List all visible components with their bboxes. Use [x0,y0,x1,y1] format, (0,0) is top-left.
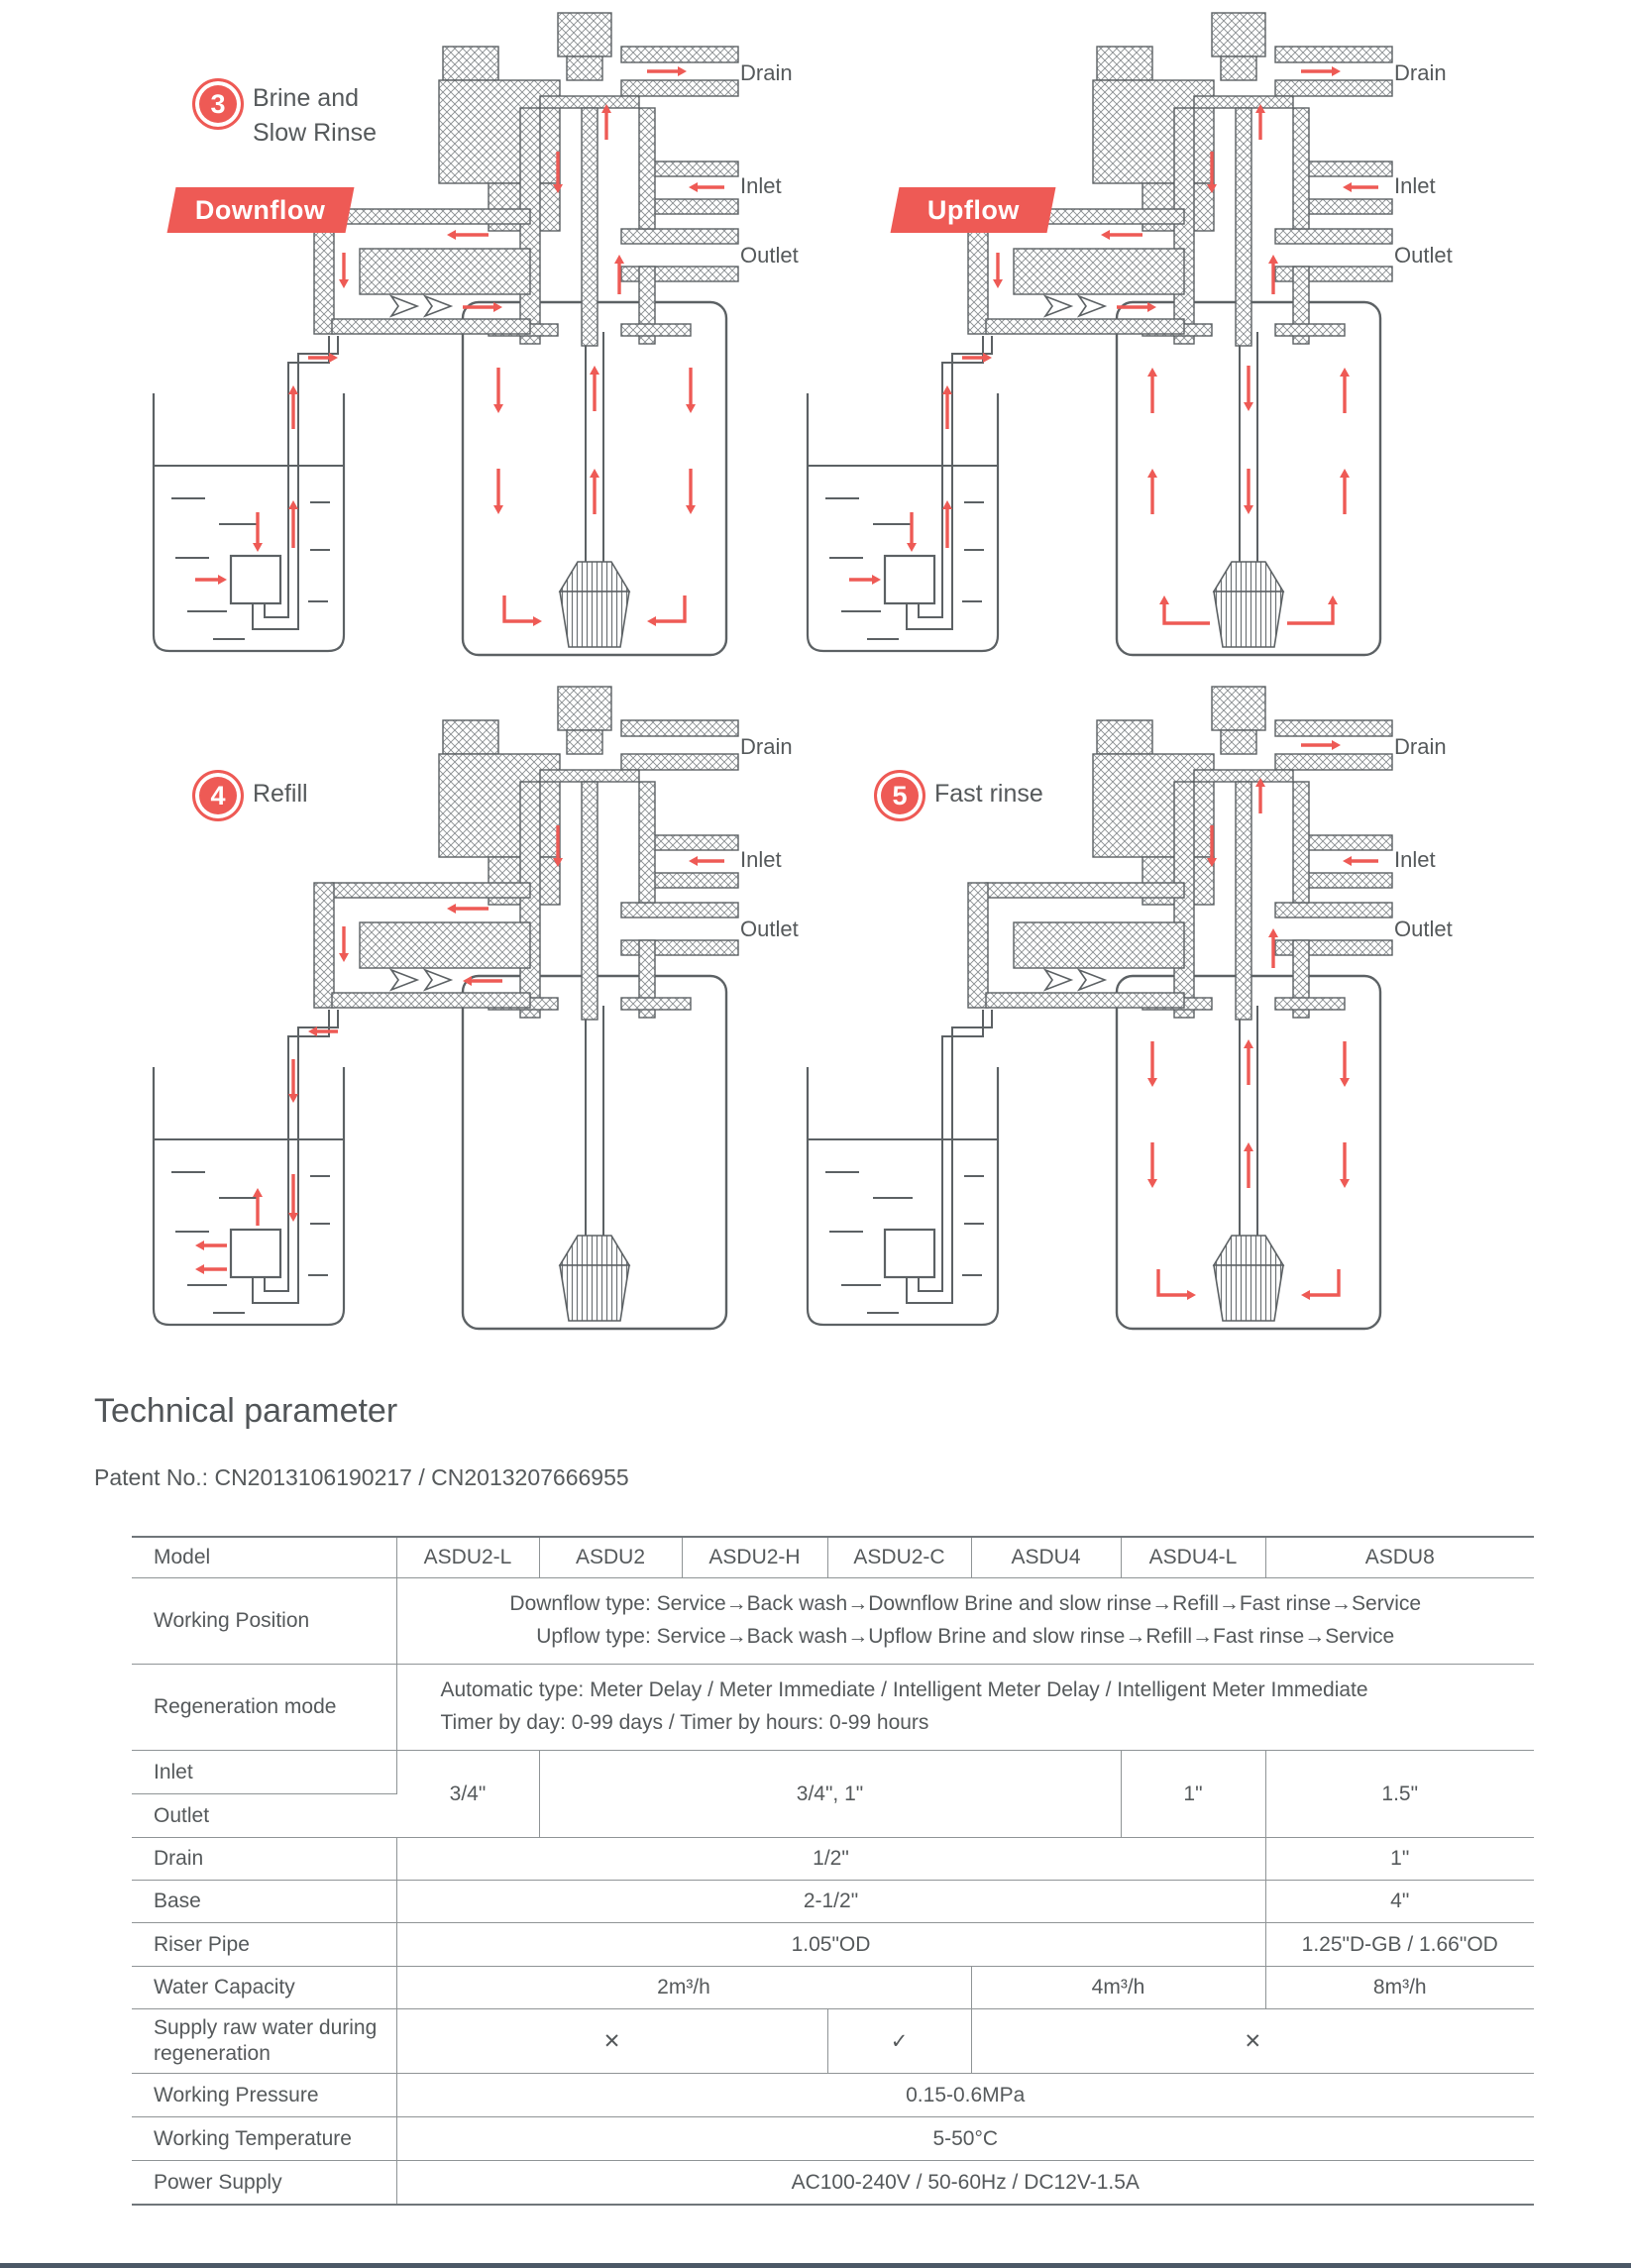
col-asdu2l: ASDU2-L [396,1537,539,1578]
step-title: Brine and Slow Rinse [253,84,378,147]
valve-schematic [748,5,1442,669]
power-supply-value: AC100-240V / 50-60Hz / DC12V-1.5A [396,2161,1534,2206]
row-label: Riser Pipe [132,1923,396,1967]
working-temperature-value: 5-50°C [396,2117,1534,2161]
row-label: Drain [132,1838,396,1881]
table-row-base [132,1881,1534,1923]
diagram-fast-rinse [748,679,1453,1343]
inlet-outlet-value: 3/4" [396,1751,539,1838]
col-model: Model [132,1537,396,1578]
diagram-refill [94,679,799,1343]
outlet-label: Outlet [740,243,799,268]
row-label: Inlet [132,1751,396,1794]
table-row-inlet [132,1751,1534,1794]
col-asdu2c: ASDU2-C [827,1537,971,1578]
table-row-water-capacity [132,1967,1534,2009]
drain-value: 1" [1265,1838,1534,1881]
flow-direction-banner: Downflow [167,187,355,233]
inlet-outlet-value: 3/4", 1" [539,1751,1121,1838]
water-capacity-value: 2m³/h [396,1967,971,2009]
diagram-brine-upflow [748,5,1453,669]
drain-value: 1/2" [396,1838,1265,1881]
page-bottom-edge [0,2263,1631,2268]
check-mark: ✓ [827,2009,971,2074]
row-label: Working Temperature [132,2117,396,2161]
step-title: Refill [253,780,308,808]
base-value: 2-1/2" [396,1881,1265,1923]
table-row-drain [132,1838,1534,1881]
col-asdu8: ASDU8 [1265,1537,1534,1578]
drain-label: Drain [1394,60,1447,85]
diagram-brine-downflow [94,5,799,669]
col-asdu2h: ASDU2-H [682,1537,827,1578]
table-row-working-temperature [132,2117,1534,2161]
section-title: Technical parameter [94,1392,398,1430]
table-row-working-position [132,1578,1534,1665]
valve-schematic [748,679,1442,1343]
col-asdu2: ASDU2 [539,1537,682,1578]
step-badge: 5 [874,770,925,821]
working-position-value: Downflow type: Service→Back wash→Downflow Brine and slow rinse→Refill→Fast rinse→Service Upflow type: Service→Back wash→Upflow Brine and slow rinse→Refill→Fast rinse→Service [396,1578,1534,1665]
table-row-supply-raw-water [132,2009,1534,2074]
row-label: Supply raw water during regeneration [132,2009,396,2074]
inlet-label: Inlet [1394,847,1436,872]
step-badge: 4 [192,770,244,821]
row-label: Base [132,1881,396,1923]
row-label: Water Capacity [132,1967,396,2009]
base-value: 4" [1265,1881,1534,1923]
riser-value: 1.05"OD [396,1923,1265,1967]
inlet-label: Inlet [740,173,782,198]
patent-number: Patent No.: CN2013106190217 / CN2013207666955 [94,1464,629,1490]
drain-label: Drain [740,734,793,759]
riser-value: 1.25"D-GB / 1.66"OD [1265,1923,1534,1967]
table-row-regeneration-mode [132,1665,1534,1751]
cross-mark: ✕ [971,2009,1534,2074]
row-label: Working Pressure [132,2074,396,2117]
technical-parameter-table [132,1536,1534,2206]
working-pressure-value: 0.15-0.6MPa [396,2074,1534,2117]
step-title: Fast rinse [934,780,1043,808]
drain-label: Drain [1394,734,1447,759]
outlet-label: Outlet [1394,243,1453,268]
inlet-label: Inlet [740,847,782,872]
table-row-working-pressure [132,2074,1534,2117]
row-label: Power Supply [132,2161,396,2206]
step-badge: 3 [192,78,244,130]
water-capacity-value: 8m³/h [1265,1967,1534,2009]
col-asdu4l: ASDU4-L [1121,1537,1265,1578]
outlet-label: Outlet [740,917,799,941]
table-row-riser-pipe [132,1923,1534,1967]
outlet-label: Outlet [1394,917,1453,941]
col-asdu4: ASDU4 [971,1537,1121,1578]
row-label: Outlet [132,1794,396,1838]
row-label: Regeneration mode [132,1665,396,1751]
drain-label: Drain [740,60,793,85]
inlet-label: Inlet [1394,173,1436,198]
water-capacity-value: 4m³/h [971,1967,1265,2009]
row-label: Working Position [132,1578,396,1665]
table-row-power-supply [132,2161,1534,2206]
table-row-header [132,1537,1534,1578]
regeneration-mode-value: Automatic type: Meter Delay / Meter Immediate / Intelligent Meter Delay / Intelligent Meter Immediate Timer by day: 0-99 days / Timer by hours: 0-99 hours [396,1665,1534,1751]
cross-mark: ✕ [396,2009,827,2074]
flow-direction-banner: Upflow [891,187,1056,233]
inlet-outlet-value: 1" [1121,1751,1265,1838]
inlet-outlet-value: 1.5" [1265,1751,1534,1838]
